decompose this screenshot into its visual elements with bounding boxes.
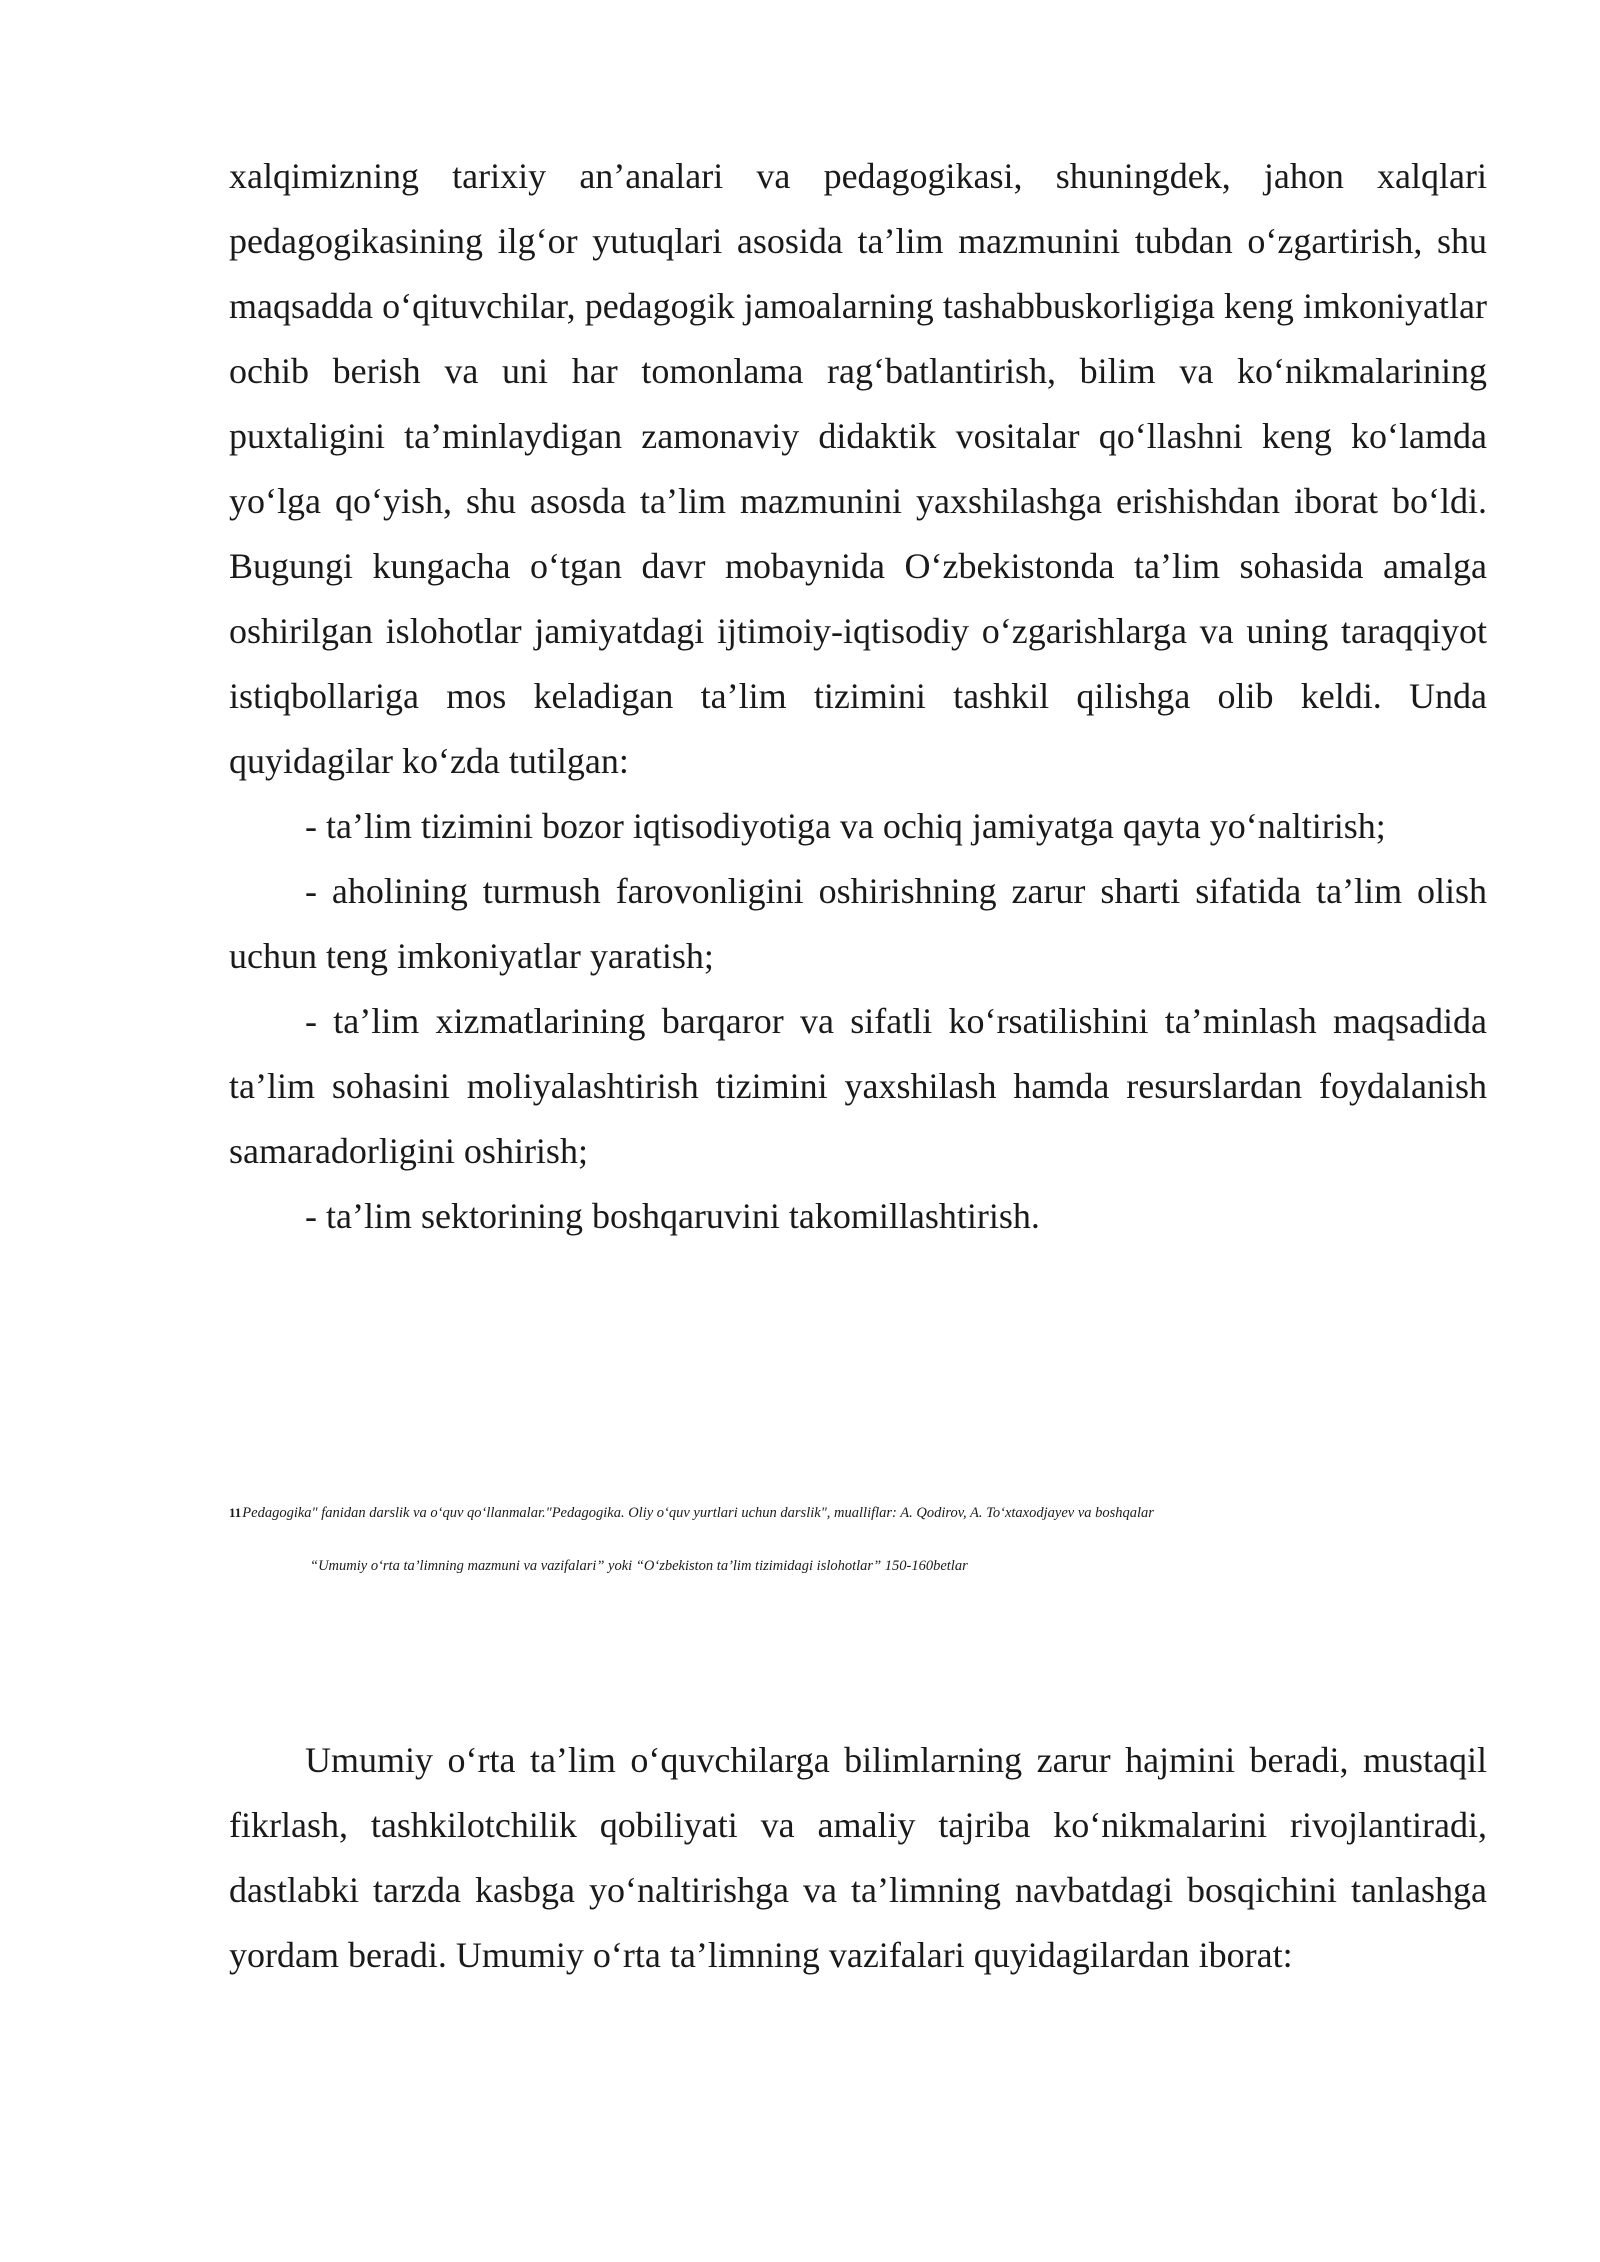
body-text-top (229, 144, 1487, 1249)
footnote-line (229, 1503, 1487, 1523)
paragraph: Umumiy o‘rta ta’lim o‘quvchilarga bilimlarning zarur hajmini beradi, mustaqil fikrlash, tashkilotchilik qobiliyati va amaliy tajriba ko‘nikmalarini rivojlantiradi, dastlabki tarzda kasbga yo‘naltirishga va ta’limning navbatdagi bosqichini tanlashga yordam beradi. Umumiy o‘rta ta’limning vazifalari quyidagilardan iborat: (229, 1740, 1487, 1975)
list-item: - ta’lim tizimini bozor iqtisodiyotiga va ochiq jamiyatga qayta yo‘naltirish; (305, 806, 1386, 846)
footnote-text: “Umumiy o‘rta ta’limning mazmuni va vazifalari” yoki “O‘zbekiston ta’lim tizimidagi islohotlar” 150-160betlar (310, 1558, 968, 1574)
footnote-mark: 11 (229, 1505, 242, 1520)
footnote-text: Pedagogika" fanidan darslik va o‘quv qo‘llanmalar."Pedagogika. Oliy o‘quv yurtlari uchun darslik", mualliflar: A. Qodirov, A. To‘xtaxodjayev va boshqalar (242, 1505, 1154, 1521)
list-item: - ta’lim sektorining boshqaruvini takomillashtirish. (305, 1196, 1040, 1236)
body-text-bottom (229, 1728, 1487, 1988)
list-item: - ta’lim xizmatlarining barqaror va sifatli ko‘rsatilishini ta’minlash maqsadida ta’lim sohasini moliyalashtirish tizimini yaxshilash hamda resurslardan foydalanish samaradorligini oshirish; (229, 1001, 1487, 1171)
paragraph: xalqimizning tarixiy an’analari va pedagogikasi, shuningdek, jahon xalqlari pedagogikasining ilg‘or yutuqlari asosida ta’lim mazmunini tubdan o‘zgartirish, shu maqsadda o‘qituvchilar, pedagogik jamoalarning tashabbuskorligiga keng imkoniyatlar ochib berish va uni har tomonlama rag‘batlantirish, bilim va ko‘nikmalarining puxtaligini ta’minlaydigan zamonaviy didaktik vositalar qo‘llashni keng ko‘lamda yo‘lga qo‘yish, shu asosda ta’lim mazmunini yaxshilashga erishishdan iborat bo‘ldi. Bugungi kungacha o‘tgan davr mobaynida O‘zbekistonda ta’lim sohasida amalga oshirilgan islohotlar jamiyatdagi ijtimoiy-iqtisodiy o‘zgarishlarga va uning taraqqiyot istiqbollariga mos keladigan ta’lim tizimini tashkil qilishga olib keldi. Unda quyidagilar ko‘zda tutilgan: (229, 156, 1487, 781)
list-item: - aholining turmush farovonligini oshirishning zarur sharti sifatida ta’lim olish uchun teng imkoniyatlar yaratish; (229, 871, 1487, 976)
footnote-line (310, 1556, 1568, 1576)
